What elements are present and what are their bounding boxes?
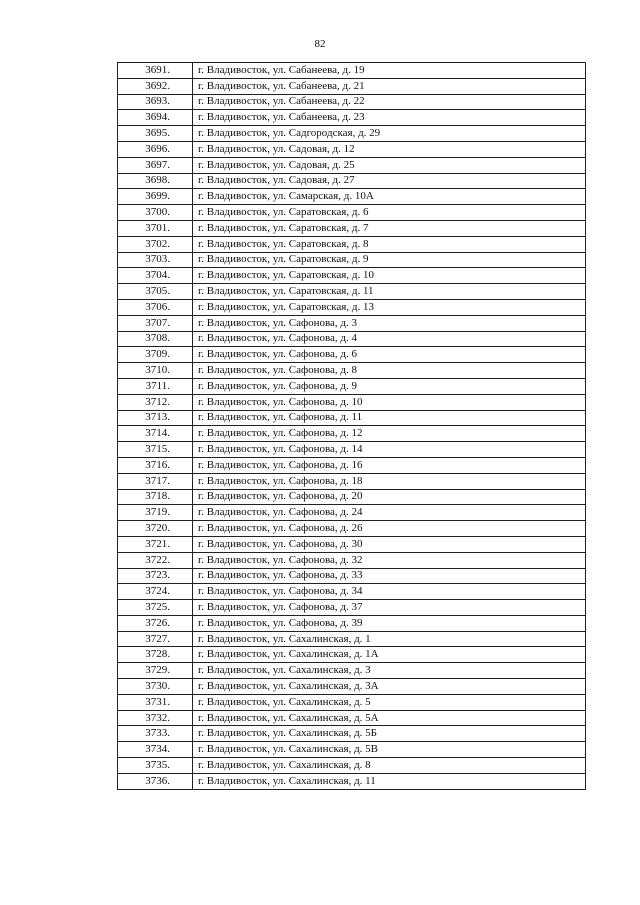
row-number-cell: 3694.: [118, 110, 193, 126]
row-number-cell: 3729.: [118, 663, 193, 679]
row-address-cell: г. Владивосток, ул. Садовая, д. 27: [193, 173, 586, 189]
row-number-cell: 3693.: [118, 94, 193, 110]
row-address-cell: г. Владивосток, ул. Сахалинская, д. 3: [193, 663, 586, 679]
table-row: [118, 726, 586, 742]
row-address-cell: г. Владивосток, ул. Сафонова, д. 10: [193, 394, 586, 410]
row-number-cell: 3718.: [118, 489, 193, 505]
table-row: [118, 568, 586, 584]
table-row: [118, 679, 586, 695]
address-table-body: [118, 63, 586, 790]
table-row: [118, 394, 586, 410]
row-number-cell: 3703.: [118, 252, 193, 268]
table-row: [118, 426, 586, 442]
row-number-cell: 3707.: [118, 315, 193, 331]
row-address-cell: г. Владивосток, ул. Сафонова, д. 16: [193, 457, 586, 473]
row-number-cell: 3714.: [118, 426, 193, 442]
row-address-cell: г. Владивосток, ул. Сафонова, д. 4: [193, 331, 586, 347]
row-address-cell: г. Владивосток, ул. Сафонова, д. 34: [193, 584, 586, 600]
row-number-cell: 3735.: [118, 758, 193, 774]
table-row: [118, 410, 586, 426]
table-row: [118, 268, 586, 284]
row-number-cell: 3722.: [118, 552, 193, 568]
row-number-cell: 3726.: [118, 615, 193, 631]
row-address-cell: г. Владивосток, ул. Сафонова, д. 11: [193, 410, 586, 426]
table-row: [118, 94, 586, 110]
table-row: [118, 78, 586, 94]
row-number-cell: 3727.: [118, 631, 193, 647]
row-number-cell: 3705.: [118, 284, 193, 300]
row-number-cell: 3724.: [118, 584, 193, 600]
row-number-cell: 3699.: [118, 189, 193, 205]
table-row: [118, 220, 586, 236]
row-address-cell: г. Владивосток, ул. Сафонова, д. 9: [193, 378, 586, 394]
table-row: [118, 663, 586, 679]
row-address-cell: г. Владивосток, ул. Сафонова, д. 30: [193, 536, 586, 552]
row-number-cell: 3702.: [118, 236, 193, 252]
row-address-cell: г. Владивосток, ул. Сабанеева, д. 22: [193, 94, 586, 110]
table-row: [118, 442, 586, 458]
row-address-cell: г. Владивосток, ул. Сахалинская, д. 5Б: [193, 726, 586, 742]
table-row: [118, 141, 586, 157]
row-address-cell: г. Владивосток, ул. Саратовская, д. 6: [193, 205, 586, 221]
table-row: [118, 347, 586, 363]
table-row: [118, 473, 586, 489]
table-row: [118, 710, 586, 726]
table-row: [118, 758, 586, 774]
row-address-cell: г. Владивосток, ул. Сабанеева, д. 23: [193, 110, 586, 126]
table-row: [118, 252, 586, 268]
row-number-cell: 3728.: [118, 647, 193, 663]
row-number-cell: 3732.: [118, 710, 193, 726]
table-row: [118, 521, 586, 537]
row-address-cell: г. Владивосток, ул. Сабанеева, д. 19: [193, 63, 586, 79]
row-address-cell: г. Владивосток, ул. Сахалинская, д. 3А: [193, 679, 586, 695]
table-row: [118, 378, 586, 394]
table-row: [118, 584, 586, 600]
row-number-cell: 3696.: [118, 141, 193, 157]
table-row: [118, 600, 586, 616]
row-number-cell: 3730.: [118, 679, 193, 695]
row-address-cell: г. Владивосток, ул. Сахалинская, д. 8: [193, 758, 586, 774]
row-address-cell: г. Владивосток, ул. Саратовская, д. 10: [193, 268, 586, 284]
row-number-cell: 3711.: [118, 378, 193, 394]
table-row: [118, 505, 586, 521]
row-address-cell: г. Владивосток, ул. Саратовская, д. 11: [193, 284, 586, 300]
row-number-cell: 3695.: [118, 126, 193, 142]
row-address-cell: г. Владивосток, ул. Сафонова, д. 20: [193, 489, 586, 505]
row-number-cell: 3691.: [118, 63, 193, 79]
row-number-cell: 3712.: [118, 394, 193, 410]
row-address-cell: г. Владивосток, ул. Сафонова, д. 32: [193, 552, 586, 568]
row-address-cell: г. Владивосток, ул. Сафонова, д. 6: [193, 347, 586, 363]
table-row: [118, 552, 586, 568]
table-row: [118, 694, 586, 710]
row-address-cell: г. Владивосток, ул. Саратовская, д. 7: [193, 220, 586, 236]
table-row: [118, 157, 586, 173]
row-address-cell: г. Владивосток, ул. Сахалинская, д. 1: [193, 631, 586, 647]
row-address-cell: г. Владивосток, ул. Сахалинская, д. 11: [193, 773, 586, 789]
row-number-cell: 3692.: [118, 78, 193, 94]
row-address-cell: г. Владивосток, ул. Сафонова, д. 14: [193, 442, 586, 458]
table-row: [118, 284, 586, 300]
table-row: [118, 647, 586, 663]
table-row: [118, 126, 586, 142]
table-row: [118, 173, 586, 189]
row-address-cell: г. Владивосток, ул. Садовая, д. 12: [193, 141, 586, 157]
table-row: [118, 110, 586, 126]
row-address-cell: г. Владивосток, ул. Садовая, д. 25: [193, 157, 586, 173]
table-row: [118, 205, 586, 221]
row-address-cell: г. Владивосток, ул. Сахалинская, д. 5В: [193, 742, 586, 758]
table-row: [118, 63, 586, 79]
table-row: [118, 615, 586, 631]
row-address-cell: г. Владивосток, ул. Сахалинская, д. 5: [193, 694, 586, 710]
row-number-cell: 3698.: [118, 173, 193, 189]
row-number-cell: 3706.: [118, 299, 193, 315]
table-row: [118, 331, 586, 347]
row-number-cell: 3709.: [118, 347, 193, 363]
row-number-cell: 3733.: [118, 726, 193, 742]
table-row: [118, 363, 586, 379]
table-row: [118, 189, 586, 205]
row-address-cell: г. Владивосток, ул. Саратовская, д. 9: [193, 252, 586, 268]
row-address-cell: г. Владивосток, ул. Сафонова, д. 12: [193, 426, 586, 442]
row-number-cell: 3700.: [118, 205, 193, 221]
table-row: [118, 236, 586, 252]
row-address-cell: г. Владивосток, ул. Саратовская, д. 13: [193, 299, 586, 315]
row-address-cell: г. Владивосток, ул. Сафонова, д. 39: [193, 615, 586, 631]
table-row: [118, 536, 586, 552]
table-row: [118, 457, 586, 473]
row-address-cell: г. Владивосток, ул. Сахалинская, д. 1А: [193, 647, 586, 663]
address-table: [117, 62, 586, 790]
row-number-cell: 3717.: [118, 473, 193, 489]
row-number-cell: 3716.: [118, 457, 193, 473]
row-number-cell: 3701.: [118, 220, 193, 236]
table-row: [118, 742, 586, 758]
table-row: [118, 489, 586, 505]
row-number-cell: 3719.: [118, 505, 193, 521]
table-row: [118, 773, 586, 789]
row-address-cell: г. Владивосток, ул. Сабанеева, д. 21: [193, 78, 586, 94]
row-address-cell: г. Владивосток, ул. Сафонова, д. 18: [193, 473, 586, 489]
page-number: 82: [314, 38, 326, 50]
row-number-cell: 3721.: [118, 536, 193, 552]
row-number-cell: 3720.: [118, 521, 193, 537]
row-number-cell: 3723.: [118, 568, 193, 584]
row-number-cell: 3734.: [118, 742, 193, 758]
row-number-cell: 3725.: [118, 600, 193, 616]
row-address-cell: г. Владивосток, ул. Сафонова, д. 8: [193, 363, 586, 379]
row-address-cell: г. Владивосток, ул. Сафонова, д. 26: [193, 521, 586, 537]
table-row: [118, 631, 586, 647]
row-address-cell: г. Владивосток, ул. Сафонова, д. 3: [193, 315, 586, 331]
row-address-cell: г. Владивосток, ул. Сафонова, д. 33: [193, 568, 586, 584]
row-number-cell: 3713.: [118, 410, 193, 426]
row-address-cell: г. Владивосток, ул. Сафонова, д. 37: [193, 600, 586, 616]
row-number-cell: 3715.: [118, 442, 193, 458]
row-number-cell: 3731.: [118, 694, 193, 710]
table-row: [118, 315, 586, 331]
row-address-cell: г. Владивосток, ул. Самарская, д. 10А: [193, 189, 586, 205]
row-address-cell: г. Владивосток, ул. Сахалинская, д. 5А: [193, 710, 586, 726]
row-number-cell: 3710.: [118, 363, 193, 379]
row-number-cell: 3704.: [118, 268, 193, 284]
row-address-cell: г. Владивосток, ул. Саратовская, д. 8: [193, 236, 586, 252]
row-number-cell: 3708.: [118, 331, 193, 347]
table-row: [118, 299, 586, 315]
row-address-cell: г. Владивосток, ул. Сафонова, д. 24: [193, 505, 586, 521]
row-number-cell: 3697.: [118, 157, 193, 173]
row-address-cell: г. Владивосток, ул. Садгородская, д. 29: [193, 126, 586, 142]
row-number-cell: 3736.: [118, 773, 193, 789]
